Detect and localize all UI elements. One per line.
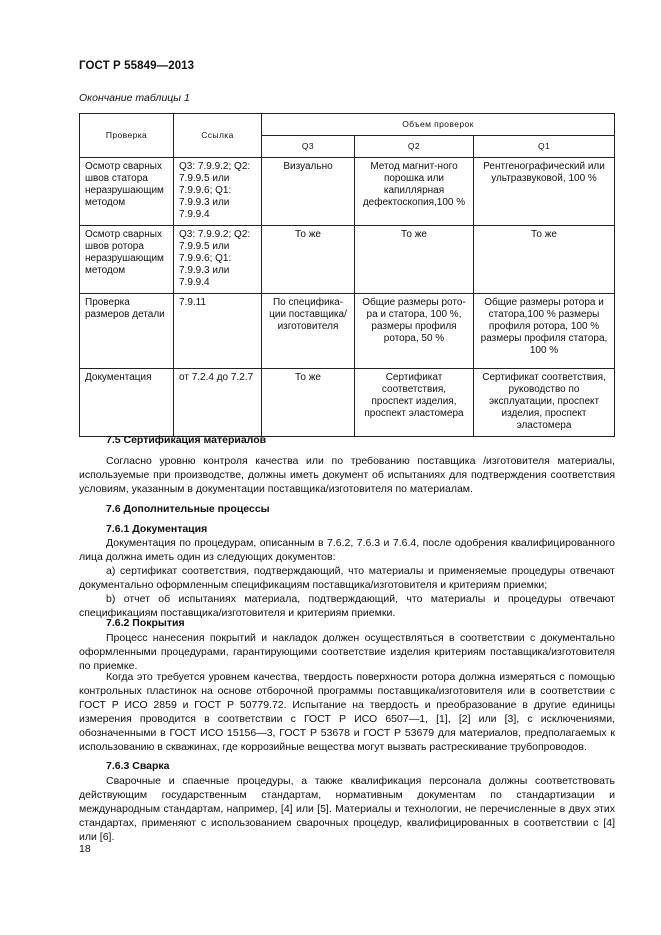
cell-q3: По специфика-ции поставщика/ изготовителя xyxy=(262,294,355,369)
page-number: 18 xyxy=(79,843,91,855)
cell-reference: от 7.2.4 до 7.2.7 xyxy=(174,369,262,437)
inspection-table xyxy=(79,113,615,437)
table-row xyxy=(80,226,615,294)
section-7-5-text: Согласно уровню контроля качества или по требованию поставщика /изготовителя материалы, используемые при производстве, должны иметь документ об испытаниях для подтверждения соответствия условиям, указанным в документации поставщика/изготовителя по материалам. xyxy=(79,455,615,495)
cell-q2: Сертификат соответствия, проспект изделия, проспект эластомера xyxy=(355,369,474,437)
section-7-6-3-text: Сварочные и спаечные процедуры, а также квалификация персонала должны соответствовать действующим государственным стандартам, нормативным документам по стандартизации и международным стандартам, например, [4] или [5]. Материалы и технологии, не перечисленные в двух этих стандартах, применяют с использованием сварочных процедур, квалифицированных в соответствии с [4] или [6]. xyxy=(79,775,615,843)
section-7-6-1-title: 7.6.1 Документация xyxy=(106,523,208,535)
section-7-5-title: 7.5 Сертификация материалов xyxy=(106,434,267,446)
section-7-6-1-item-b: b) отчет об испытаниях материала, подтверждающий, что материалы и процедуры отвечают спецификациям поставщика/изготовителя и критериям приемки. xyxy=(79,593,615,619)
section-7-6-1-text: Документация по процедурам, описанным в 7.6.2, 7.6.3 и 7.6.4, после одобрения квалифицированного лица должна иметь один из следующих документов: xyxy=(79,537,615,563)
cell-q1: То же xyxy=(474,226,615,294)
cell-q1: Сертификат соответствия, руководство по эксплуатации, проспект изделия, проспект эластомера xyxy=(474,369,615,437)
table-caption: Окончание таблицы 1 xyxy=(79,92,190,104)
section-7-6-title: 7.6 Дополнительные процессы xyxy=(106,503,270,515)
table-row xyxy=(80,294,615,369)
section-7-6-1-item-a: а) сертификат соответствия, подтверждающий, что материалы и применяемые процедуры отвечают документально оформленным спецификациям поставщика/изготовителя и критериям приемки; xyxy=(79,565,615,591)
cell-reference: 7.9.11 xyxy=(174,294,262,369)
cell-q1: Общие размеры ротора и статора,100 % размеры профиля ротора, 100 % размеры профиля статора, 100 % xyxy=(474,294,615,369)
cell-q2: Общие размеры рото-ра и статора, 100 %, размеры профиля ротора, 50 % xyxy=(355,294,474,369)
cell-q1: Рентгенографический или ультразвуковой, 100 % xyxy=(474,158,615,226)
cell-q3: То же xyxy=(262,226,355,294)
cell-reference: Q3: 7.9.9.2; Q2: 7.9.9.5 или 7.9.9.6; Q1: 7.9.9.3 или 7.9.9.4 xyxy=(174,158,262,226)
section-7-6-3-title: 7.6.3 Сварка xyxy=(106,760,170,772)
section-7-6-2-title: 7.6.2 Покрытия xyxy=(106,617,185,629)
header-q3: Q3 xyxy=(262,136,355,158)
section-7-6-2-text-1: Процесс нанесения покрытий и накладок должен осуществляться в соответствии с документально оформленными процедурами, гарантирующими соответствие изделия критериям поставщика/изготовителя по приемке. xyxy=(79,632,615,672)
table-row xyxy=(80,158,615,226)
table-row xyxy=(80,369,615,437)
cell-check: Осмотр сварных швов статора неразрушающим методом xyxy=(80,158,174,226)
cell-check: Осмотр сварных швов ротора неразрушающим методом xyxy=(80,226,174,294)
cell-check: Документация xyxy=(80,369,174,437)
header-scope: Объем проверок xyxy=(262,114,615,136)
header-check: Проверка xyxy=(80,114,174,158)
cell-q2: Метод магнит-ного порошка или капиллярная дефектоскопия,100 % xyxy=(355,158,474,226)
header-q2: Q2 xyxy=(355,136,474,158)
cell-q3: То же xyxy=(262,369,355,437)
header-reference: Ссылка xyxy=(174,114,262,158)
document-title: ГОСТ Р 55849—2013 xyxy=(79,60,195,72)
cell-q3: Визуально xyxy=(262,158,355,226)
cell-check: Проверка размеров детали xyxy=(80,294,174,369)
header-q1: Q1 xyxy=(474,136,615,158)
cell-q2: То же xyxy=(355,226,474,294)
section-7-6-2-text-2: Когда это требуется уровнем качества, твердость поверхности ротора должна измеряться с помощью контрольных пластинок на основе отборочной программы поставщика/изготовителя или в соответствии с ГОСТ Р ИСО 2859 и ГОСТ Р 50779.72. Испытание на твердость и преобразование в другие единицы измерения проводится в соответствии с ГОСТ Р ИСО 6507—1, [1], [2] или [3], с исключениями, обозначенными в ГОСТ ИСО 15156—3, ГОСТ Р 53678 и ГОСТ Р 53679 для материалов, предполагаемых к использованию в скважинах, где коррозийные вещества могут вызвать растрескивание трубопроводов. xyxy=(79,671,615,753)
cell-reference: Q3: 7.9.9.2; Q2: 7.9.9.5 или 7.9.9.6; Q1: 7.9.9.3 или 7.9.9.4 xyxy=(174,226,262,294)
